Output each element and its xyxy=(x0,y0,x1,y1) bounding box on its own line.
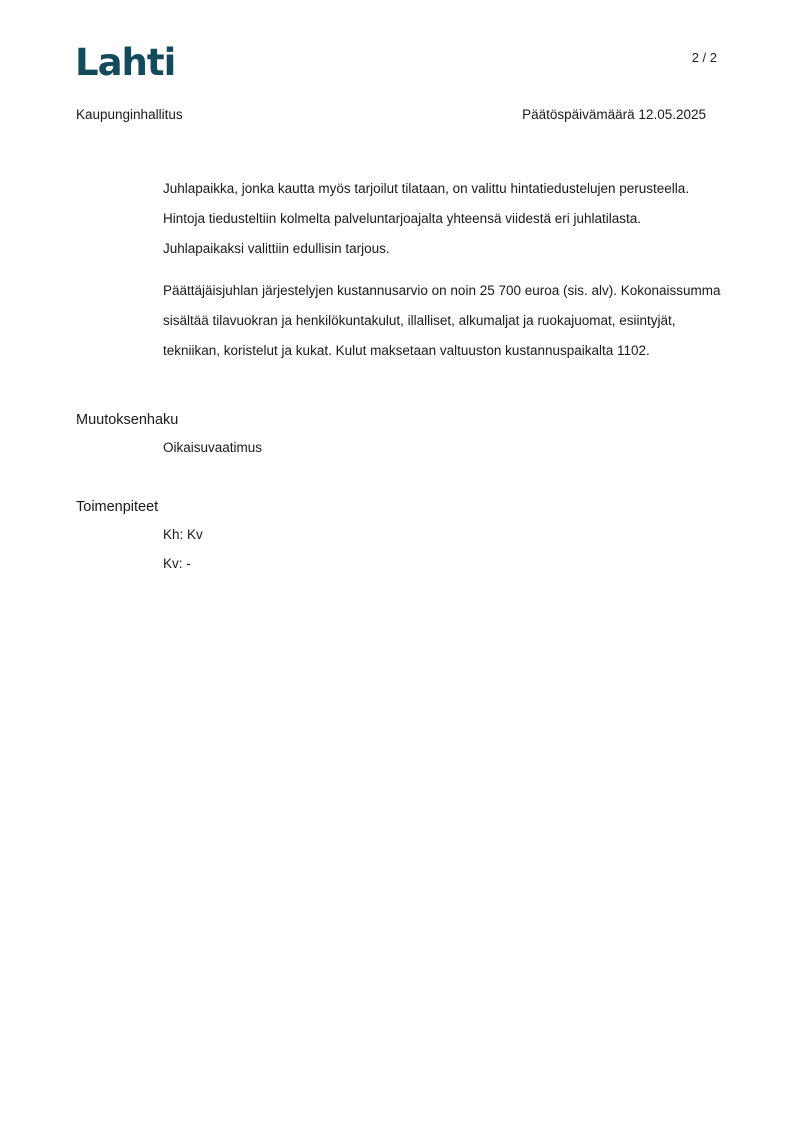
measures-heading: Toimenpiteet xyxy=(76,499,159,515)
decision-date: Päätöspäivämäärä 12.05.2025 xyxy=(522,107,706,122)
measure-item: Kv: - xyxy=(163,556,191,571)
body-paragraph xyxy=(163,174,723,264)
paragraph-text: Päättäjäisjuhlan järjestelyjen kustannusarvio on noin 25 700 euroa (sis. alv). Kokonaissumma sisältää tilavuokran ja henkilökuntakulut, illalliset, alkumaljat ja ruokajuomat, esiintyjät, tekniikan, koristelut ja kukat. Kulut maksetaan valtuuston kustannuspaikalta 1102. xyxy=(163,283,721,358)
measure-item: Kh: Kv xyxy=(163,527,203,542)
lahti-logo: Lahti xyxy=(75,41,176,84)
body-paragraph xyxy=(163,276,723,366)
appeal-heading: Muutoksenhaku xyxy=(76,412,179,428)
paragraph-text: Juhlapaikka, jonka kautta myös tarjoilut tilataan, on valittu hintatiedustelujen perusteella. Hintoja tiedusteltiin kolmelta palveluntarjoajalta yhteensä viidestä eri juhlatilasta. Juhlapaikaksi valittiin edullisin tarjous. xyxy=(163,181,690,256)
organization-name: Kaupunginhallitus xyxy=(76,107,183,122)
page-number: 2 / 2 xyxy=(691,50,717,65)
appeal-value: Oikaisuvaatimus xyxy=(163,440,263,455)
